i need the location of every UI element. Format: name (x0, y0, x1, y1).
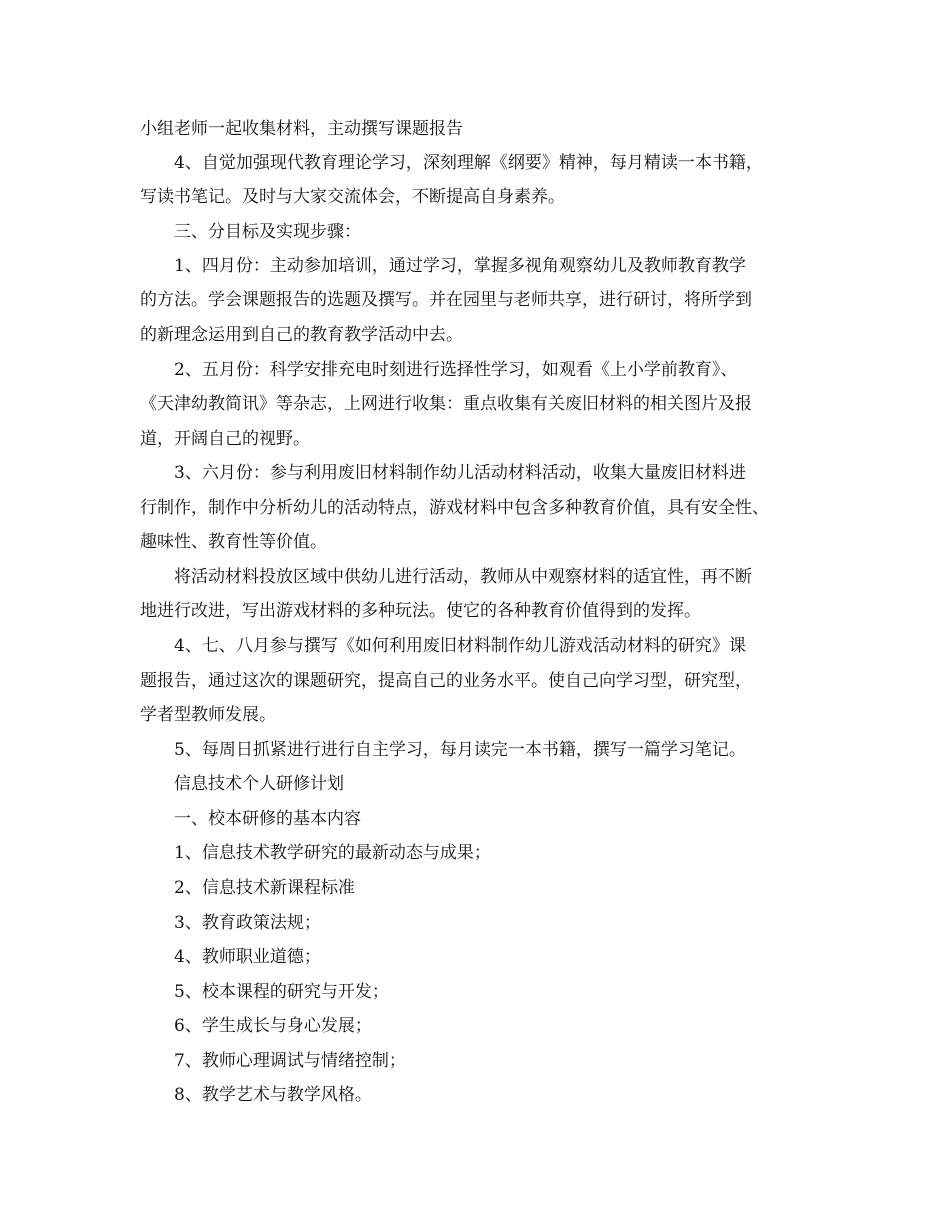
text-line-11: 3、六月份：参与利用废旧材料制作幼儿活动材料活动，收集大量废旧材料进 (174, 463, 746, 483)
text-line-14: 将活动材料投放区域中供幼儿进行活动，教师从中观察材料的适宜性，再不断 (174, 567, 752, 587)
text-line-6: 的方法。学会课题报告的选题及撰写。并在园里与老师共享，进行研讨，将所学到 (140, 290, 752, 310)
list-item-6: 6、学生成长与身心发展； (174, 1016, 372, 1036)
section-heading-1: 一、校本研修的基本内容 (174, 809, 361, 829)
text-line-5: 1、四月份：主动参加培训，通过学习，掌握多视角观察幼儿及教师教育教学 (174, 256, 746, 276)
text-line-9: 《天津幼教简讯》等杂志，上网进行收集：重点收集有关废旧材料的相关图片及报 (140, 394, 752, 414)
text-line-15: 地进行改进，写出游戏材料的多种玩法。使它的各种教育价值得到的发挥。 (140, 601, 701, 621)
text-line-19: 5、每周日抓紧进行进行自主学习，每月读完一本书籍，撰写一篇学习笔记。 (174, 740, 746, 760)
list-item-5: 5、校本课程的研究与开发； (174, 982, 389, 1002)
list-item-7: 7、教师心理调试与情绪控制； (174, 1051, 406, 1071)
text-line-3: 写读书笔记。及时与大家交流体会，不断提高自身素养。 (140, 187, 565, 207)
list-item-3: 3、教育政策法规； (174, 913, 321, 933)
section-title: 信息技术个人研修计划 (174, 774, 344, 794)
text-line-17: 题报告，通过这次的课题研究，提高自己的业务水平。使自己向学习型，研究型， (140, 671, 752, 691)
text-line-13: 趣味性、教育性等价值。 (140, 532, 327, 552)
list-item-8: 8、教学艺术与教学风格。 (174, 1085, 372, 1105)
text-line-8: 2、五月份：科学安排充电时刻进行选择性学习，如观看《上小学前教育》、 (174, 360, 738, 380)
text-line-7: 的新理念运用到自己的教育教学活动中去。 (140, 325, 463, 345)
text-line-12: 行制作，制作中分析幼儿的活动特点，游戏材料中包含多种教育价值，具有安全性、 (140, 498, 769, 518)
text-line-2: 4、自觉加强现代教育理论学习，深刻理解《纲要》精神，每月精读一本书籍， (174, 153, 763, 173)
text-line-1: 小组老师一起收集材料，主动撰写课题报告 (140, 119, 463, 139)
text-line-18: 学者型教师发展。 (140, 705, 276, 725)
list-item-2: 2、信息技术新课程标准 (174, 878, 355, 898)
text-line-16: 4、七、八月参与撰写《如何利用废旧材料制作幼儿游戏活动材料的研究》课 (174, 636, 746, 656)
section-heading-3: 三、分目标及实现步骤： (174, 222, 361, 242)
list-item-1: 1、信息技术教学研究的最新动态与成果； (174, 843, 491, 863)
list-item-4: 4、教师职业道德； (174, 947, 321, 967)
text-line-10: 道，开阔自己的视野。 (140, 429, 310, 449)
